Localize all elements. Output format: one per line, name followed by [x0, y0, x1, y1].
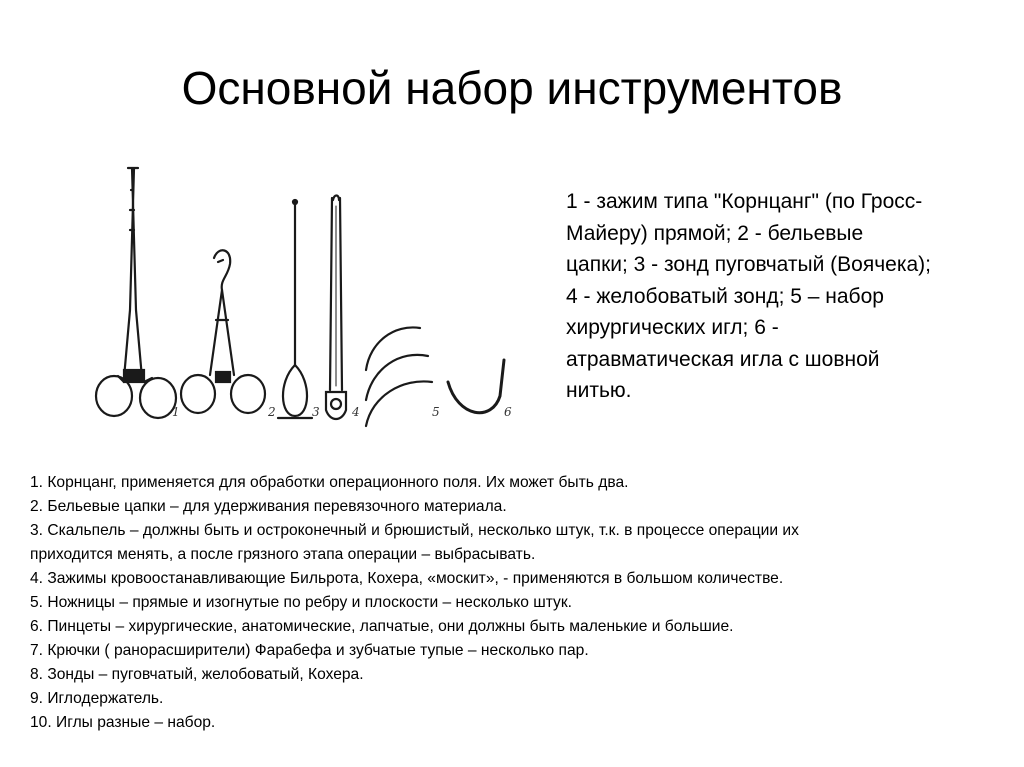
instrument-list — [30, 471, 1010, 735]
figure-label-6: 6 — [504, 405, 512, 419]
list-item: 9. Иглодержатель. — [30, 690, 164, 707]
list-item: 4. Зажимы кровоостанавливающие Бильрота, Кохера, «москит», - применяются в большом количестве. — [30, 570, 784, 587]
list-item: 1. Корнцанг, применяется для обработки операционного поля. Их может быть два. — [30, 474, 629, 491]
figure-label-4: 4 — [352, 405, 360, 419]
instruments-figure — [80, 160, 530, 430]
list-item: 2. Бельевые цапки – для удерживания перевязочного материала. — [30, 498, 507, 515]
grooved-probe-drawing — [326, 196, 346, 420]
list-item: 10. Иглы разные – набор. — [30, 714, 216, 731]
needles-set-drawing — [366, 327, 432, 426]
figure-label-3: 3 — [312, 405, 320, 419]
list-item: 6. Пинцеты – хирургические, анатомические, лапчатые, они должны быть маленькие и большие. — [30, 618, 734, 635]
button-probe-drawing — [278, 200, 312, 418]
list-item: 7. Крючки ( ранорасширители) Фарабефа и зубчатые тупые – несколько пар. — [30, 642, 589, 659]
korncang-forceps-drawing — [96, 168, 176, 418]
atraumatic-needle-drawing — [448, 360, 504, 413]
slide-title: Основной набор инструментов — [181, 62, 843, 114]
list-item: 5. Ножницы – прямые и изогнутые по ребру и плоскости – несколько штук. — [30, 594, 572, 611]
list-item: 3. Скальпель – должны быть и остроконечный и брюшистый, несколько штук, т.к. в процессе операции их приходится менять, а после грязного этапа операции – выбрасывать. — [30, 522, 799, 563]
figure-legend: 1 - зажим типа "Корнцанг" (по Гросс- Майеру) прямой; 2 - бельевые цапки; 3 - зонд пуговчатый (Воячека); 4 - желобоватый зонд; 5 – набор хирургических игл; 6 - атравматическая игла с шовной нитью. — [566, 190, 931, 402]
figure-label-2: 2 — [268, 405, 276, 419]
towel-clamp-drawing — [181, 250, 265, 413]
figure-label-1: 1 — [172, 405, 180, 419]
figure-label-5: 5 — [432, 405, 440, 419]
list-item: 8. Зонды – пуговчатый, желобоватый, Кохера. — [30, 666, 364, 683]
